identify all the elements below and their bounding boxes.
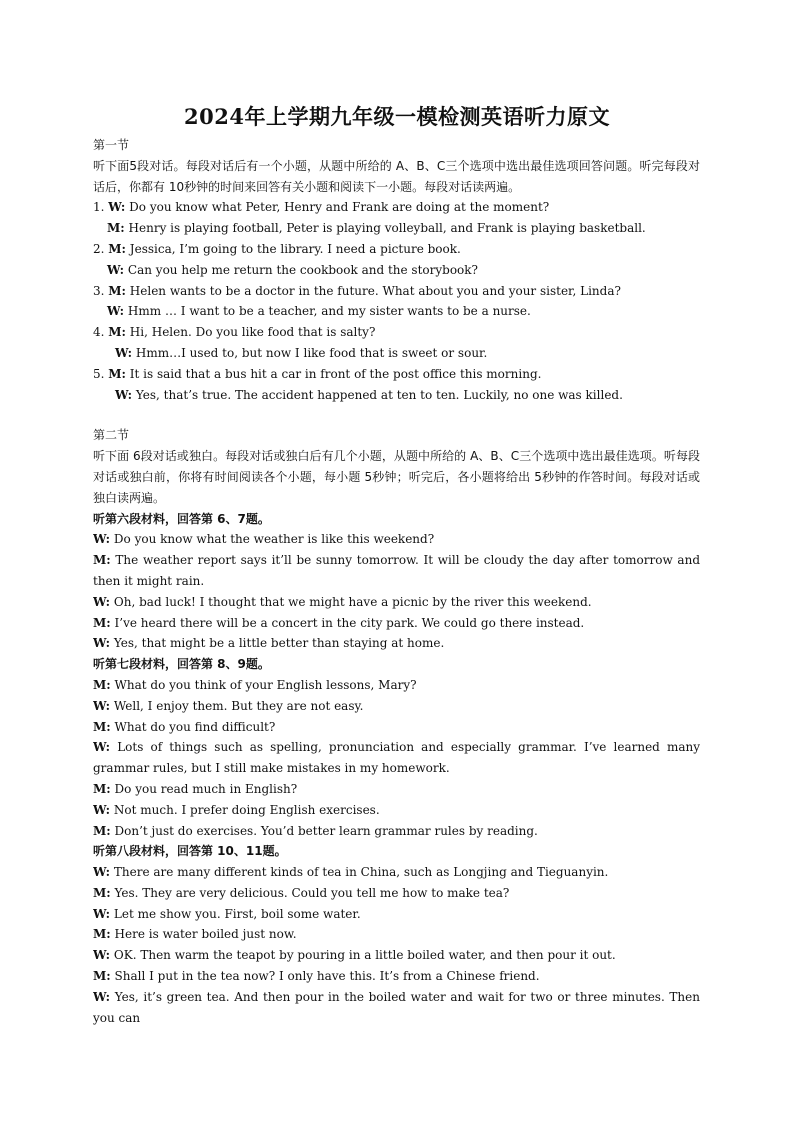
dialogue-text: Don’t just do exercises. You’d better learn grammar rules by reading. bbox=[110, 823, 538, 838]
dialogue-line bbox=[93, 675, 700, 696]
document-body bbox=[93, 135, 700, 1028]
dialogue-text: The weather report says it’ll be sunny tomorrow. It will be cloudy the day after tomorrow and then it might rain. bbox=[93, 553, 700, 588]
dialogue-text: Here is water boiled just now. bbox=[110, 927, 297, 942]
dialogue-text: Do you know what Peter, Henry and Frank are doing at the moment? bbox=[125, 200, 550, 215]
dialogue-text: Yes. They are very delicious. Could you tell me how to make tea? bbox=[110, 885, 510, 900]
dialogue-text: Lots of things such as spelling, pronunciation and especially grammar. I’ve learned many grammar rules, but I still make mistakes in my homework. bbox=[93, 740, 700, 776]
dialogue-text: Henry is playing football, Peter is playing volleyball, and Frank is playing basketball. bbox=[124, 221, 646, 236]
dialogue-line bbox=[93, 883, 700, 904]
dialogue-line bbox=[93, 301, 700, 322]
speaker-label: M: bbox=[93, 677, 111, 692]
question-number: 1. bbox=[93, 200, 109, 215]
dialogue-line bbox=[93, 364, 700, 385]
question-number: 4. bbox=[93, 325, 109, 340]
speaker-label: W: bbox=[93, 698, 111, 713]
dialogue-line bbox=[93, 862, 700, 883]
speaker-label: W: bbox=[108, 200, 126, 215]
dialogue-text: Oh, bad luck! I thought that we might have a picnic by the river this weekend. bbox=[110, 594, 592, 609]
dialogue-line bbox=[93, 322, 700, 343]
speaker-label: M: bbox=[93, 969, 111, 984]
dialogue-line bbox=[93, 613, 700, 634]
section-2-heading: 第二节 bbox=[93, 428, 130, 443]
dialogue-line bbox=[93, 260, 700, 281]
section-1-instructions: 听下面5段对话。每段对话后有一个小题，从题中所给的 A、B、C三个选项中选出最佳选项回答问题。听完每段对话后，你都有 10秒钟的时间来回答有关小题和阅读下一小题。每段对话读两遍。 bbox=[93, 158, 700, 194]
dialogue-text: Do you know what the weather is like this weekend? bbox=[110, 532, 435, 547]
speaker-label: M: bbox=[93, 553, 111, 568]
part-6-heading: 听第六段材料，回答第 6、7题。 bbox=[93, 511, 270, 526]
dialogue-text: Well, I enjoy them. But they are not easy. bbox=[110, 698, 364, 713]
speaker-label: W: bbox=[93, 740, 111, 755]
speaker-label: W: bbox=[93, 989, 111, 1004]
dialogue-text: What do you think of your English lessons, Mary? bbox=[110, 677, 417, 692]
part-8-heading: 听第八段材料，回答第 10、11题。 bbox=[93, 844, 287, 859]
section-2-instructions: 听下面 6段对话或独白。每段对话或独白后有几个小题，从题中所给的 A、B、C三个选项中选出最佳选项。听每段对话或独白前，你将有时间阅读各个小题，每小题 5秒钟；听完后，各小题将给出 5秒钟的作答时间。每段对话或独白读两遍。 bbox=[93, 449, 700, 505]
dialogue-line bbox=[93, 385, 700, 406]
speaker-label: M: bbox=[93, 719, 111, 734]
speaker-label: M: bbox=[108, 283, 126, 298]
speaker-label: M: bbox=[93, 927, 111, 942]
speaker-label: W: bbox=[93, 636, 111, 651]
section-1-dialogues bbox=[93, 197, 700, 405]
dialogue-line bbox=[93, 779, 700, 800]
speaker-label: W: bbox=[107, 262, 125, 277]
dialogue-text: Yes, it’s green tea. And then pour in the boiled water and wait for two or three minutes. Then you can bbox=[93, 989, 700, 1025]
dialogue-line bbox=[93, 717, 700, 738]
dialogue-text: Not much. I prefer doing English exercises. bbox=[110, 802, 380, 817]
dialogue-line bbox=[93, 737, 700, 779]
speaker-label: M: bbox=[93, 781, 111, 796]
dialogue-line bbox=[93, 966, 700, 987]
page-title: 2024年上学期九年级一模检测英语听力原文 bbox=[184, 104, 610, 129]
speaker-label: M: bbox=[108, 366, 126, 381]
dialogue-text: Do you read much in English? bbox=[110, 781, 298, 796]
dialogue-text: What do you find difficult? bbox=[110, 719, 276, 734]
speaker-label: M: bbox=[93, 885, 111, 900]
speaker-label: W: bbox=[93, 948, 111, 963]
dialogue-text: Yes, that’s true. The accident happened at ten to ten. Luckily, no one was killed. bbox=[132, 387, 623, 402]
section-1-heading: 第一节 bbox=[93, 138, 130, 152]
speaker-label: M: bbox=[108, 241, 126, 256]
speaker-label: W: bbox=[93, 594, 111, 609]
speaker-label: M: bbox=[108, 325, 126, 340]
dialogue-line bbox=[93, 987, 700, 1029]
dialogue-text: OK. Then warm the teapot by pouring in a little boiled water, and then pour it out. bbox=[110, 948, 616, 963]
dialogue-line bbox=[93, 633, 700, 654]
dialogue-line bbox=[93, 592, 700, 613]
dialogue-text: Shall I put in the tea now? I only have this. It’s from a Chinese friend. bbox=[110, 969, 540, 984]
speaker-label: W: bbox=[115, 387, 133, 402]
speaker-label: M: bbox=[93, 823, 111, 838]
speaker-label: W: bbox=[93, 906, 111, 921]
dialogue-text: Helen wants to be a doctor in the future. What about you and your sister, Linda? bbox=[125, 283, 621, 298]
question-number: 3. bbox=[93, 283, 109, 298]
speaker-label: M: bbox=[107, 221, 125, 236]
dialogue-line bbox=[93, 239, 700, 260]
dialogue-line bbox=[93, 197, 700, 218]
speaker-label: W: bbox=[107, 304, 125, 319]
dialogue-text: Let me show you. First, boil some water. bbox=[110, 906, 361, 921]
dialogue-text: Yes, that might be a little better than staying at home. bbox=[110, 636, 445, 651]
dialogue-text: There are many different kinds of tea in China, such as Longjing and Tieguanyin. bbox=[110, 865, 609, 880]
dialogue-line bbox=[93, 343, 700, 364]
part-6-dialogue bbox=[93, 529, 700, 654]
dialogue-text: Hi, Helen. Do you like food that is salty? bbox=[125, 325, 376, 340]
part-7-heading: 听第七段材料，回答第 8、9题。 bbox=[93, 657, 270, 672]
dialogue-text: Jessica, I’m going to the library. I need a picture book. bbox=[125, 241, 461, 256]
part-7-dialogue bbox=[93, 675, 700, 841]
dialogue-text: Can you help me return the cookbook and the storybook? bbox=[124, 262, 478, 277]
dialogue-line bbox=[93, 945, 700, 966]
dialogue-text: It is said that a bus hit a car in front of the post office this morning. bbox=[125, 366, 542, 381]
dialogue-line bbox=[93, 696, 700, 717]
speaker-label: M: bbox=[93, 615, 111, 630]
speaker-label: W: bbox=[115, 345, 133, 360]
speaker-label: W: bbox=[93, 865, 111, 880]
speaker-label: W: bbox=[93, 802, 111, 817]
dialogue-line bbox=[93, 218, 700, 239]
dialogue-text: Hmm…I used to, but now I like food that is sweet or sour. bbox=[132, 345, 488, 360]
question-number: 5. bbox=[93, 366, 109, 381]
section-gap bbox=[93, 405, 700, 425]
dialogue-line bbox=[93, 281, 700, 302]
dialogue-text: Hmm … I want to be a teacher, and my sister wants to be a nurse. bbox=[124, 304, 531, 319]
dialogue-line bbox=[93, 800, 700, 821]
dialogue-text: I’ve heard there will be a concert in the city park. We could go there instead. bbox=[110, 615, 585, 630]
dialogue-line bbox=[93, 550, 700, 592]
dialogue-line bbox=[93, 529, 700, 550]
speaker-label: W: bbox=[93, 532, 111, 547]
part-8-dialogue bbox=[93, 862, 700, 1028]
dialogue-line bbox=[93, 821, 700, 842]
dialogue-line bbox=[93, 924, 700, 945]
question-number: 2. bbox=[93, 241, 109, 256]
dialogue-line bbox=[93, 904, 700, 925]
